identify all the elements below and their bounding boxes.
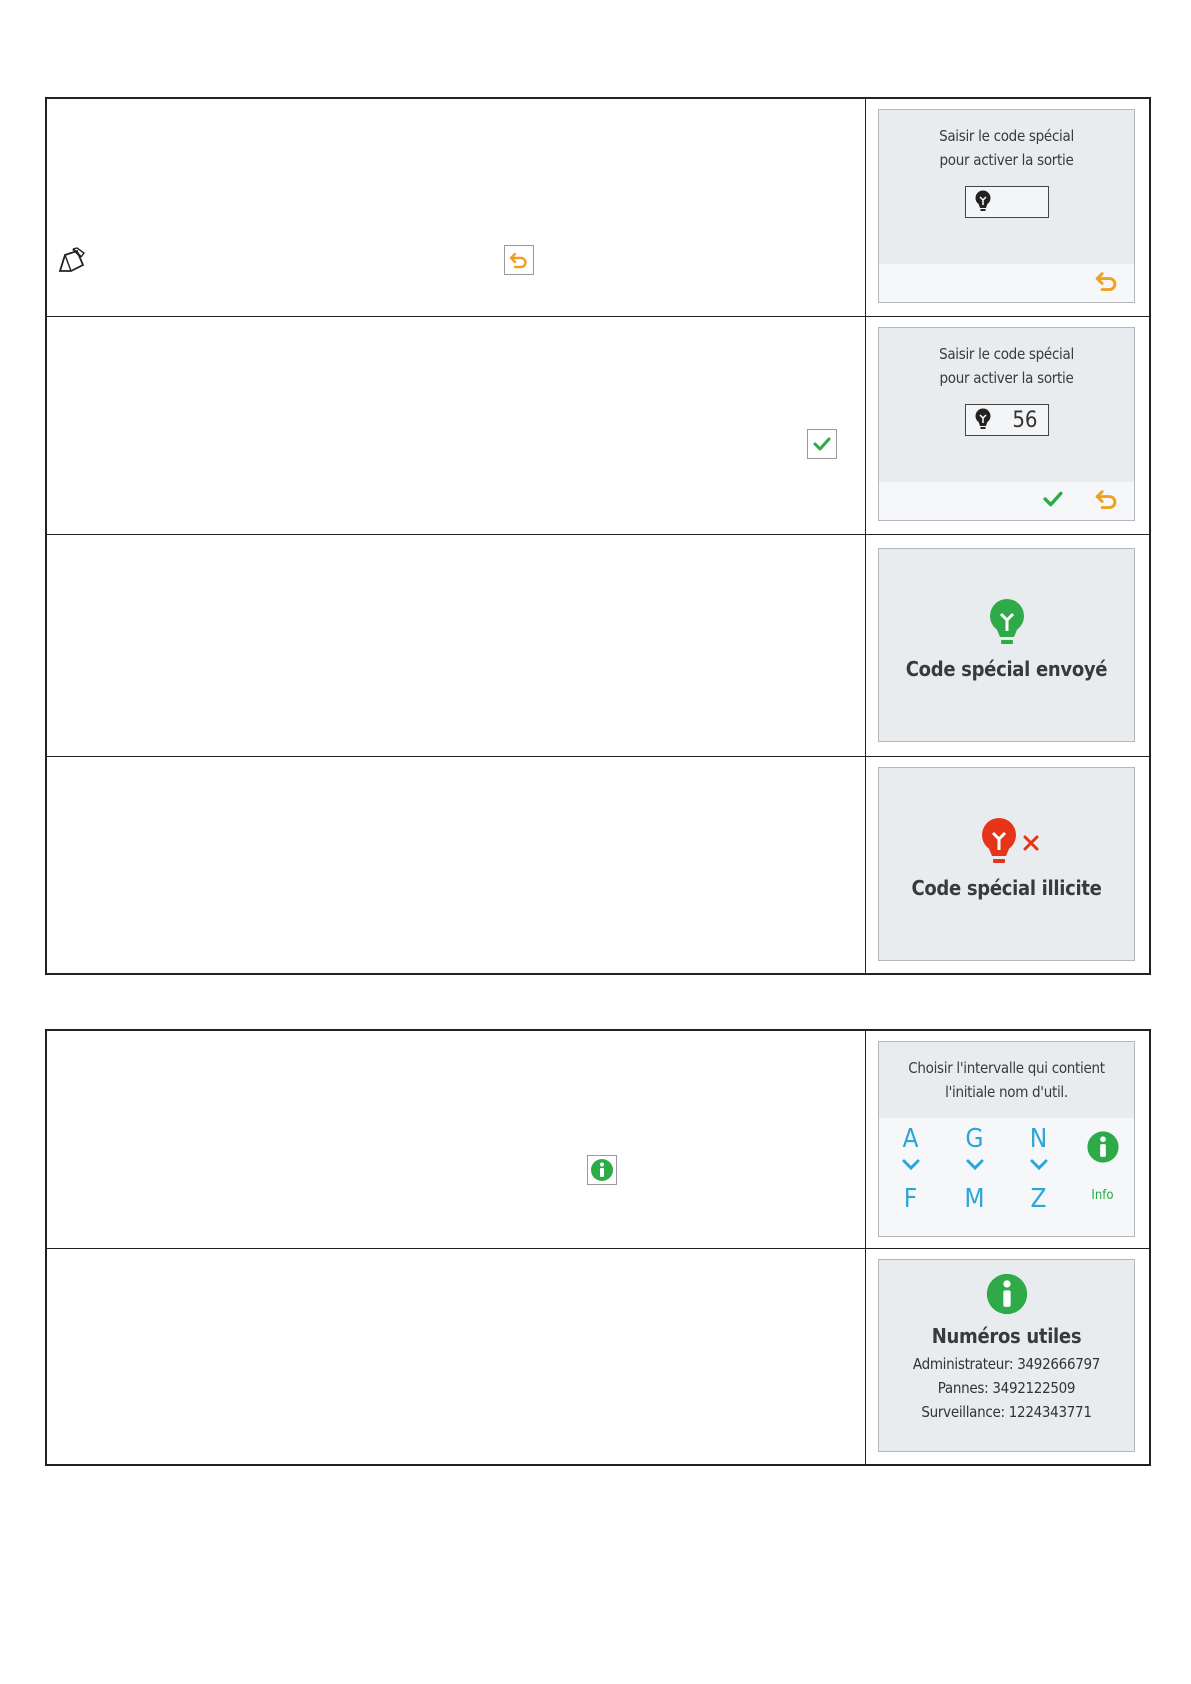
info-icon xyxy=(985,1272,1029,1316)
number-line: Surveillance: 1224343771 xyxy=(921,1403,1092,1421)
number-line: Administrateur: 3492666797 xyxy=(912,1355,1101,1373)
screen-choose-interval xyxy=(878,1041,1135,1237)
step-text-cell xyxy=(47,99,866,316)
screen-cell xyxy=(866,1249,1149,1464)
step-row-choose-interval xyxy=(47,1031,1149,1248)
step-row-enter-code xyxy=(47,99,1149,316)
screen-code-invalid xyxy=(878,767,1135,961)
green-bulb-icon xyxy=(988,599,1026,651)
chevron-down-icon xyxy=(1030,1159,1048,1171)
code-invalid-title: Code spécial illicite xyxy=(911,876,1102,900)
step-row-confirm-code xyxy=(47,316,1149,534)
note-pencil-icon xyxy=(57,247,87,279)
prompt-line-2: pour activer la sortie xyxy=(939,151,1074,169)
screen-footer xyxy=(879,264,1134,302)
screen-useful-numbers xyxy=(878,1259,1135,1452)
back-button[interactable] xyxy=(1094,270,1120,296)
step-row-code-invalid xyxy=(47,756,1149,973)
check-icon xyxy=(813,436,831,452)
step-text-cell xyxy=(47,535,866,756)
range-from: N xyxy=(1029,1124,1048,1154)
code-sent-title: Code spécial envoyé xyxy=(905,657,1108,681)
procedure-table-2 xyxy=(45,1029,1151,1466)
check-icon xyxy=(1042,490,1064,508)
number-line: Pannes: 3492122509 xyxy=(937,1379,1076,1397)
step-row-useful-numbers xyxy=(47,1248,1149,1464)
confirm-button-reference xyxy=(807,429,837,459)
screen-cell xyxy=(866,535,1149,756)
step-text-cell xyxy=(47,317,866,534)
confirm-button[interactable] xyxy=(1042,490,1064,512)
red-bulb-error-icon xyxy=(972,818,1042,870)
info-label: Info xyxy=(1091,1188,1114,1203)
interval-keypad xyxy=(879,1118,1134,1236)
prompt-line-1: Choisir l'intervalle qui contient xyxy=(908,1059,1105,1077)
screen-enter-code xyxy=(878,109,1135,303)
screen-enter-code-filled xyxy=(878,327,1135,521)
input-value: 56 xyxy=(1012,407,1038,433)
bulb-icon xyxy=(974,408,992,432)
useful-numbers-title: Numéros utiles xyxy=(931,1324,1082,1348)
screen-code-sent xyxy=(878,548,1135,742)
back-arrow-icon xyxy=(1094,488,1120,510)
procedure-table-1 xyxy=(45,97,1151,975)
screen-cell xyxy=(866,1031,1149,1248)
bulb-icon xyxy=(974,190,992,214)
range-from: G xyxy=(965,1124,984,1154)
step-text-cell xyxy=(47,757,866,973)
range-n-z[interactable] xyxy=(1007,1124,1071,1214)
special-code-input[interactable] xyxy=(965,186,1049,218)
chevron-down-icon xyxy=(966,1159,984,1171)
range-to: F xyxy=(903,1184,918,1214)
step-text-cell xyxy=(47,1249,866,1464)
info-icon xyxy=(1086,1130,1120,1164)
prompt-line-1: Saisir le code spécial xyxy=(939,127,1074,145)
screen-footer xyxy=(879,482,1134,520)
screen-cell xyxy=(866,99,1149,316)
special-code-input[interactable] xyxy=(965,404,1049,436)
info-icon xyxy=(590,1158,614,1182)
range-from: A xyxy=(902,1124,919,1154)
info-button[interactable] xyxy=(1071,1124,1135,1214)
range-to: Z xyxy=(1030,1184,1047,1214)
prompt-line-1: Saisir le code spécial xyxy=(939,345,1074,363)
screen-cell xyxy=(866,317,1149,534)
back-button-reference xyxy=(504,245,534,275)
step-row-code-sent xyxy=(47,534,1149,756)
back-arrow-icon xyxy=(1094,270,1120,292)
prompt-line-2: l'initiale nom d'util. xyxy=(945,1083,1068,1101)
step-text-cell xyxy=(47,1031,866,1248)
range-g-m[interactable] xyxy=(943,1124,1007,1214)
screen-cell xyxy=(866,757,1149,973)
chevron-down-icon xyxy=(902,1159,920,1171)
back-button[interactable] xyxy=(1094,488,1120,514)
range-a-f[interactable] xyxy=(879,1124,943,1214)
range-to: M xyxy=(964,1184,985,1214)
info-button-reference xyxy=(587,1155,617,1185)
prompt-line-2: pour activer la sortie xyxy=(939,369,1074,387)
back-arrow-icon xyxy=(509,251,529,269)
